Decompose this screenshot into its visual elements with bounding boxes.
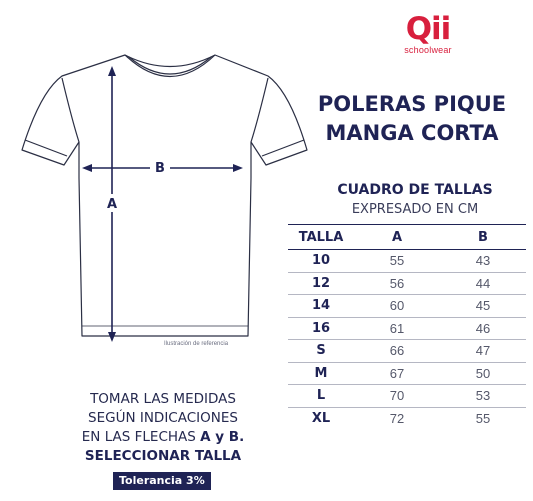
instruction-line: EN LAS FLECHAS A y B. [81, 429, 245, 445]
measure-a-cell: 67 [354, 362, 440, 385]
size-cell: XL [311, 410, 331, 426]
size-cell: L [288, 385, 354, 408]
measure-b-cell: 50 [440, 362, 526, 385]
label-a: A [106, 197, 118, 212]
measure-a-cell: 56 [354, 272, 440, 295]
measure-a-cell: 70 [354, 385, 440, 408]
product-title-line2: MANGA CORTA [325, 121, 499, 145]
measure-a-cell: 60 [354, 295, 440, 318]
measure-a-cell: 61 [354, 317, 440, 340]
logo-mark: Qii [405, 11, 451, 47]
shirt-outline [22, 55, 307, 336]
instruction-line: TOMAR LAS MEDIDAS [90, 391, 236, 407]
table-row [288, 272, 526, 295]
table-row [288, 407, 526, 429]
measure-b-cell: 44 [440, 272, 526, 295]
column-header-a: A [354, 225, 440, 250]
product-title-line1: POLERAS PIQUE [317, 92, 507, 116]
measure-b-cell: 47 [440, 340, 526, 363]
shirt-collar [125, 55, 215, 77]
table-row [288, 250, 526, 273]
instruction-line: SEGÚN INDICACIONES [88, 410, 238, 426]
size-cell: M [288, 362, 354, 385]
measure-b-cell: 55 [475, 410, 491, 426]
label-b: B [155, 161, 165, 176]
measure-b-cell: 46 [440, 317, 526, 340]
reference-note: Ilustración de referencia [164, 341, 229, 347]
size-table-header [288, 225, 526, 250]
size-cell: 12 [288, 272, 354, 295]
column-header-talla: TALLA [288, 225, 354, 250]
tshirt-illustration [15, 50, 315, 350]
table-row [288, 385, 526, 408]
size-chart-title: CUADRO DE TALLAS [337, 182, 493, 198]
size-table [288, 224, 526, 429]
size-cell: 10 [288, 250, 354, 273]
logo-tagline: schoolwear [404, 45, 452, 55]
table-row [288, 362, 526, 385]
size-cell: S [288, 340, 354, 363]
measure-b-cell: 53 [440, 385, 526, 408]
tolerance-badge: Tolerancia 3% [113, 472, 211, 490]
measure-a-cell: 55 [354, 250, 440, 273]
table-row [288, 317, 526, 340]
table-row [288, 340, 526, 363]
table-row [288, 295, 526, 318]
measure-instructions [58, 390, 268, 466]
measure-b-cell: 45 [440, 295, 526, 318]
measure-a-cell: 66 [354, 340, 440, 363]
instruction-line: SELECCIONAR TALLA [84, 448, 242, 464]
brand-logo [393, 11, 463, 55]
size-cell: 14 [288, 295, 354, 318]
measure-a-cell: 72 [389, 410, 405, 426]
column-header-b: B [440, 225, 526, 250]
size-cell: 16 [288, 317, 354, 340]
product-title [312, 90, 512, 148]
measure-b-cell: 43 [440, 250, 526, 273]
size-chart-subtitle: EXPRESADO EN CM [351, 202, 479, 217]
